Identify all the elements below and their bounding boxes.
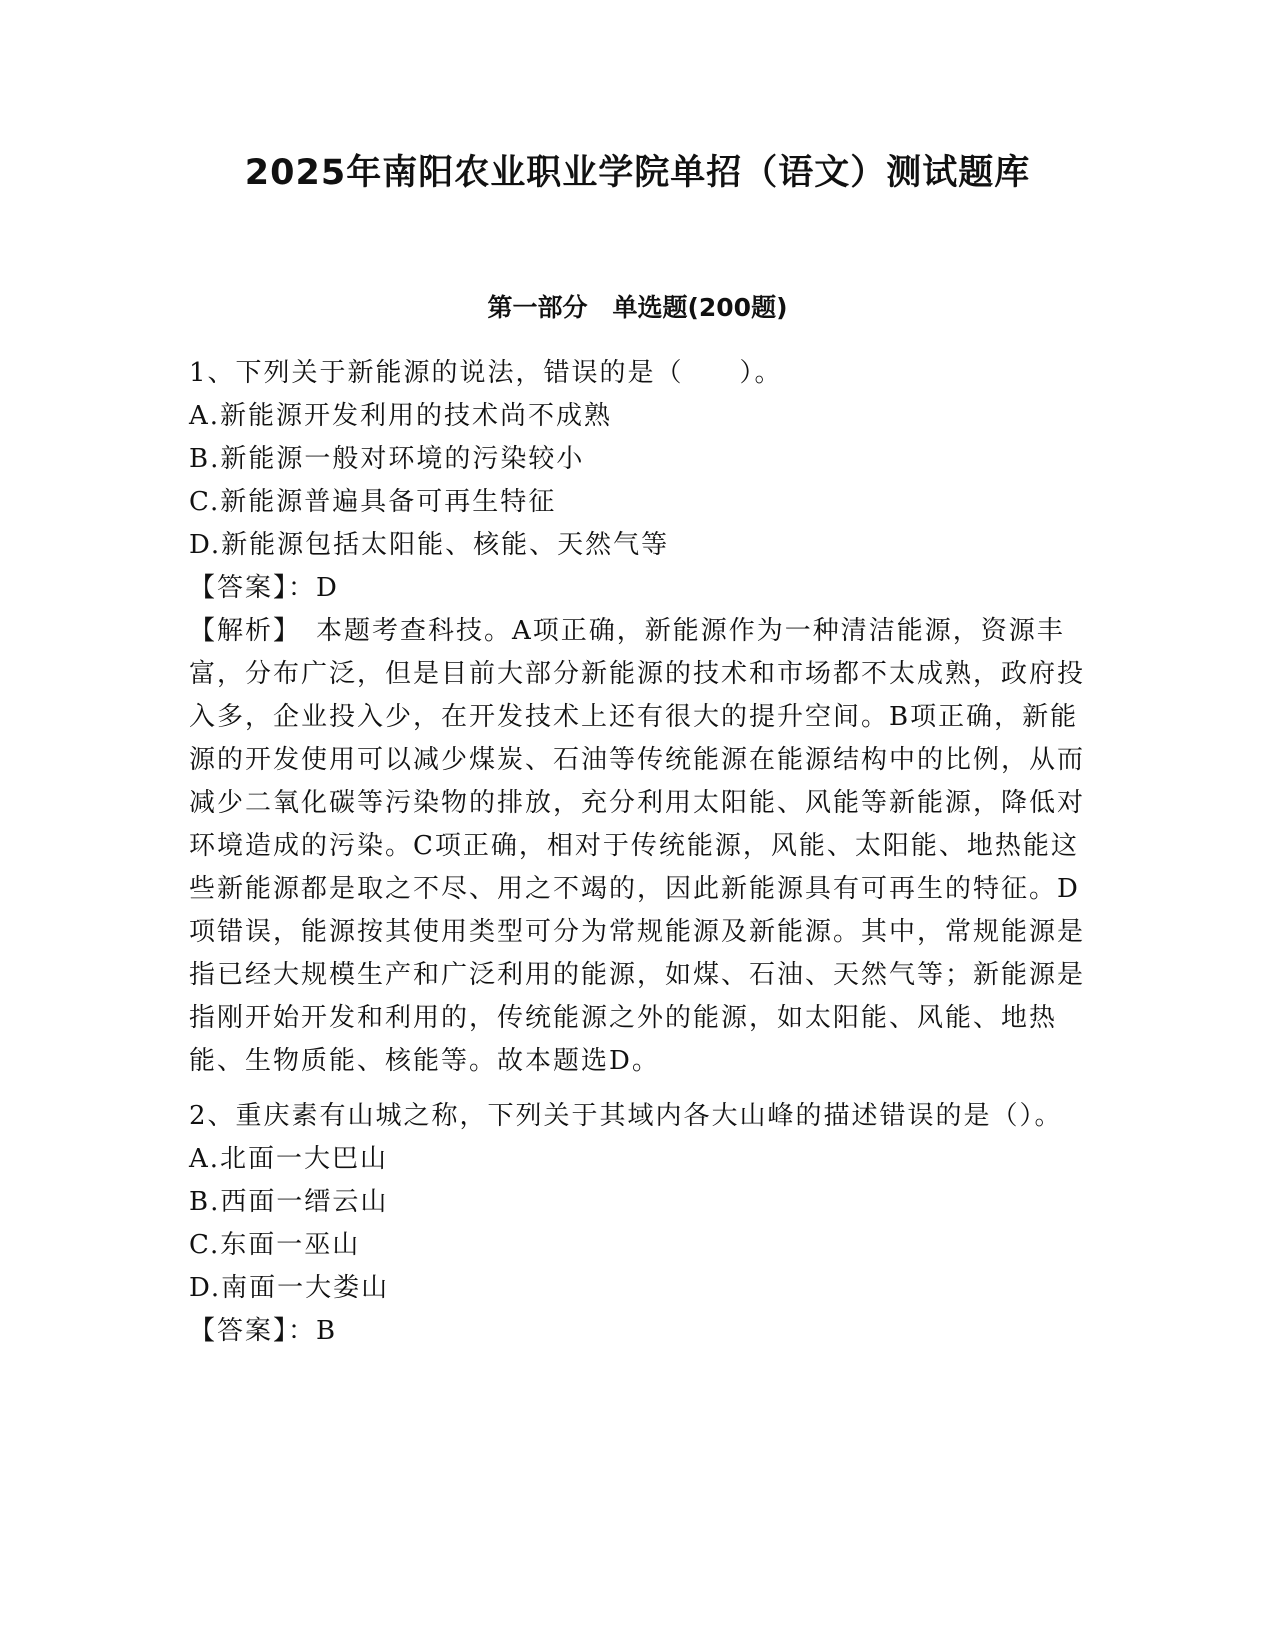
analysis-text: 本题考查科技。A项正确，新能源作为一种清洁能源，资源丰富，分布广泛，但是目前大部分新能源的技术和市场都不太成熟，政府投入多，企业投入少，在开发技术上还有很大的提升空间。B项正确，新能源的开发使用可以减少煤炭、石油等传统能源在能源结构中的比例，从而减少二氧化碳等污染物的排放，充分利用太阳能、风能等新能源，降低对环境造成的污染。C项正确，相对于传统能源，风能、太阳能、地热能这些新能源都是取之不尽、用之不竭的，因此新能源具有可再生的特征。D项错误，能源按其使用类型可分为常规能源及新能源。其中，常规能源是指已经大规模生产和广泛利用的能源，如煤、石油、天然气等；新能源是指刚开始开发和利用的，传统能源之外的能源，如太阳能、风能、地热能、生物质能、核能等。故本题选D。	[189, 616, 1086, 1076]
option-d: D.新能源包括太阳能、核能、天然气等	[189, 530, 670, 560]
option-c: C.东面一巫山	[189, 1230, 361, 1260]
option-b: B.新能源一般对环境的污染较小	[189, 444, 585, 474]
document-title: 2025年南阳农业职业学院单招（语文）测试题库	[244, 153, 1031, 193]
section-title: 第一部分 单选题(200题)	[487, 293, 788, 322]
option-c: C.新能源普遍具备可再生特征	[189, 487, 557, 517]
answer-value: ：B	[288, 1316, 338, 1346]
answer-line	[189, 567, 1089, 610]
answer-line	[189, 1310, 1089, 1353]
question-2	[189, 1095, 1089, 1353]
question-1	[189, 352, 1089, 1083]
analysis-label: 【解析】	[189, 616, 289, 646]
question-stem: 2、重庆素有山城之称，下列关于其域内各大山峰的描述错误的是（）。	[189, 1101, 1063, 1131]
option-a: A.新能源开发利用的技术尚不成熟	[189, 401, 613, 431]
analysis-paragraph	[189, 610, 1089, 1083]
answer-value: ：D	[288, 573, 339, 603]
answer-label: 【答案】	[189, 573, 289, 603]
option-a: A.北面一大巴山	[189, 1144, 389, 1174]
answer-label: 【答案】	[189, 1316, 289, 1346]
question-stem: 1、下列关于新能源的说法，错误的是（ ）。	[189, 358, 783, 388]
option-b: B.西面一缙云山	[189, 1187, 389, 1217]
option-d: D.南面一大娄山	[189, 1273, 390, 1303]
question-list	[189, 352, 1089, 1353]
